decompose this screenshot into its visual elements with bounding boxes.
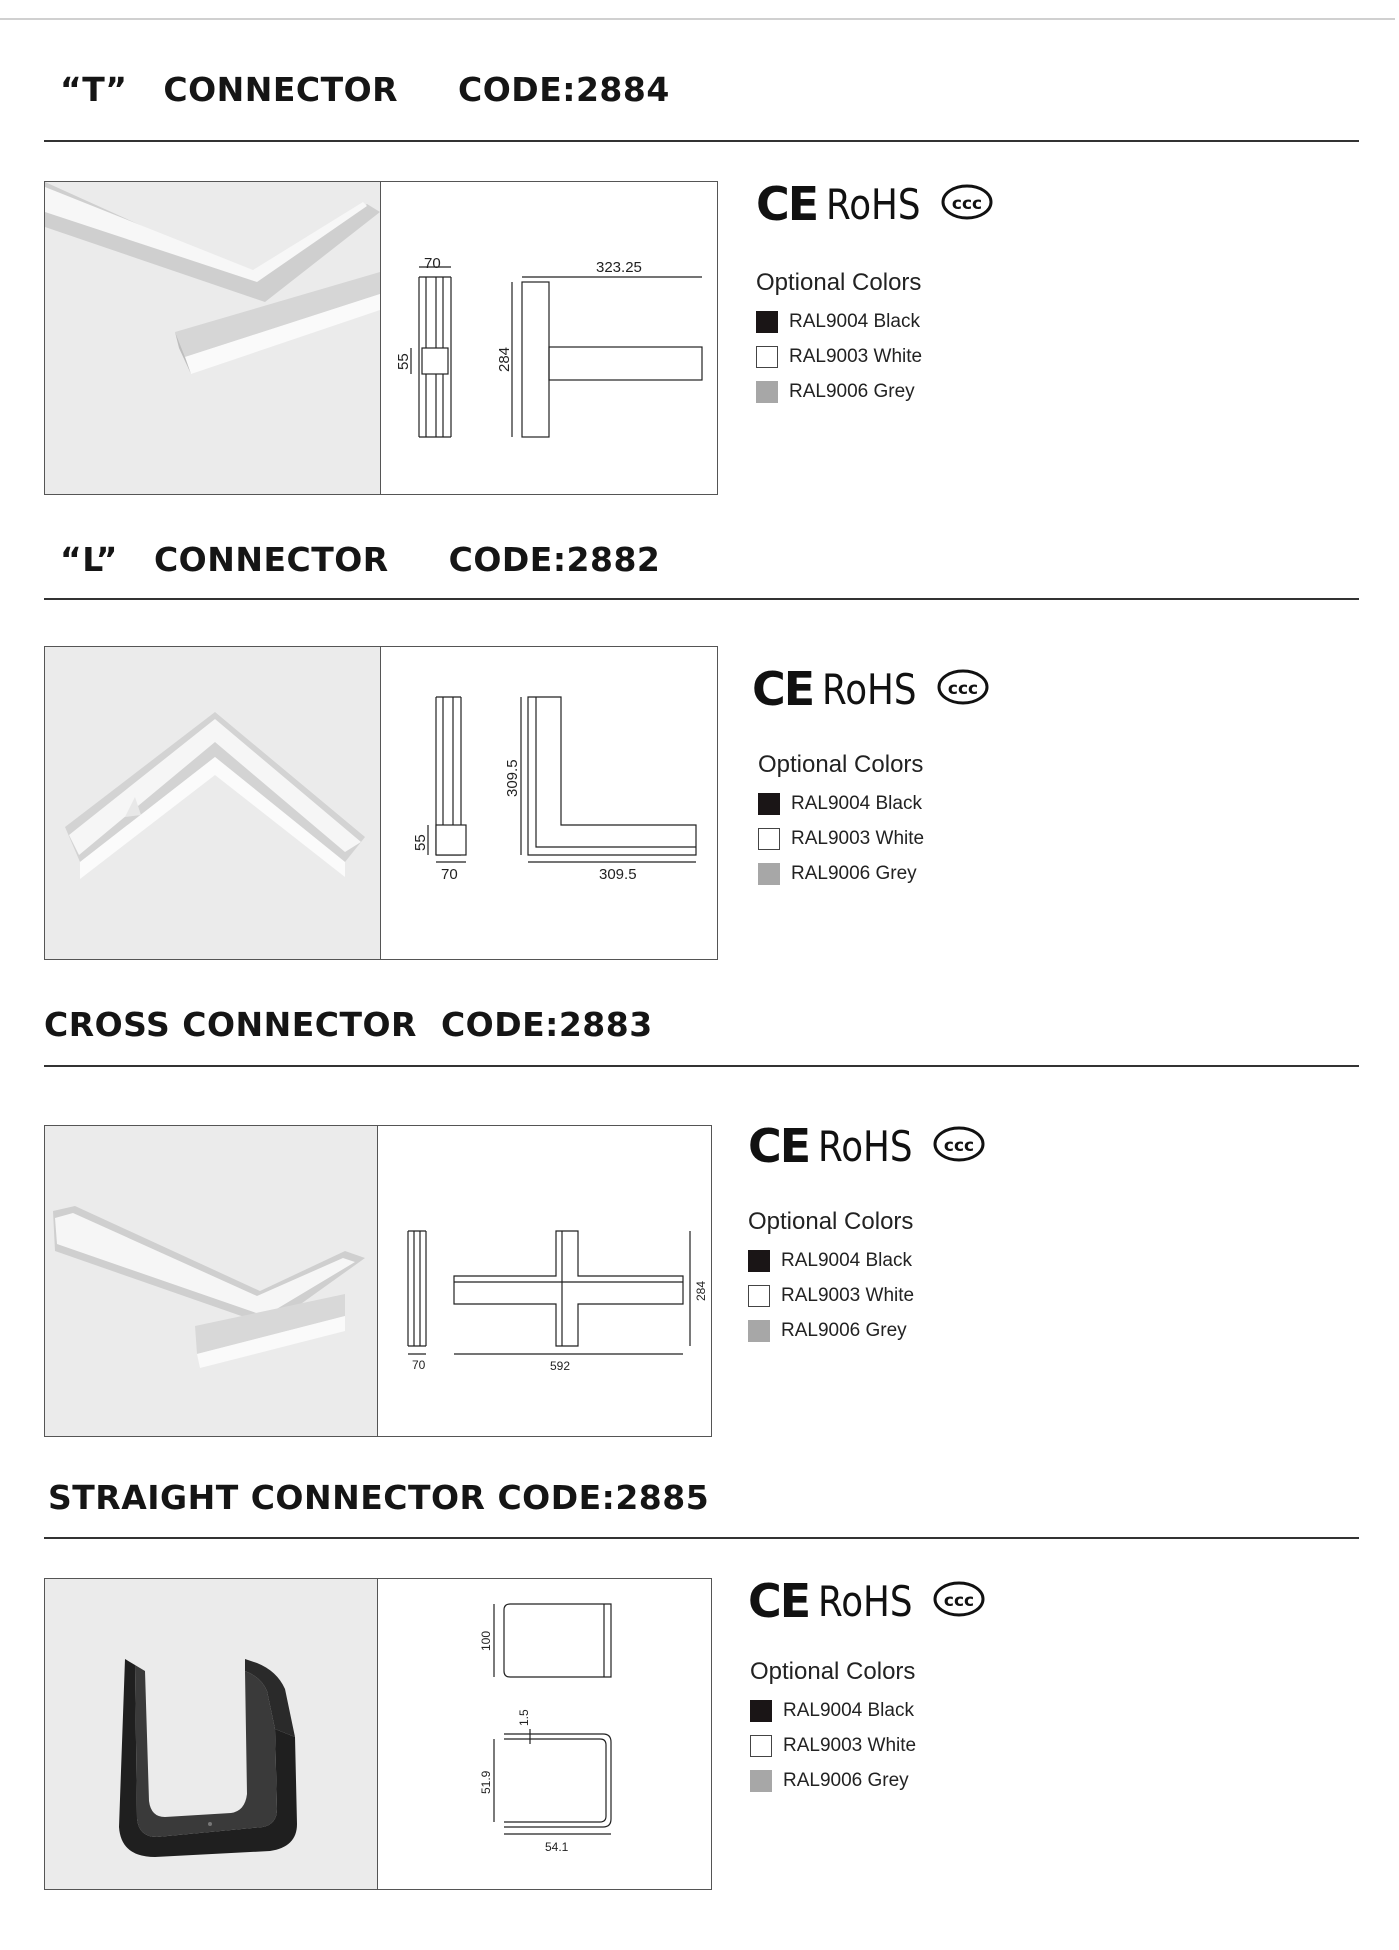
colors-title: Optional Colors — [756, 269, 922, 296]
color-option — [748, 1313, 914, 1348]
t-connector-drawing — [381, 182, 717, 494]
cross-connector-photo-illustration — [45, 1126, 377, 1436]
color-swatch — [758, 863, 780, 885]
color-label: RAL9003 White — [789, 345, 923, 367]
optional-colors — [756, 268, 922, 409]
ce-mark: CE — [748, 1574, 810, 1628]
color-label: RAL9006 Grey — [791, 862, 917, 884]
certification-marks — [752, 663, 1012, 723]
svg-text:ccc: ccc — [943, 1591, 975, 1611]
dim-label: 592 — [550, 1359, 571, 1373]
colors-title: Optional Colors — [750, 1658, 916, 1685]
optional-colors — [748, 1207, 914, 1348]
color-swatch — [758, 793, 780, 815]
dim-label: 1.5 — [517, 1709, 531, 1726]
product-photo — [45, 647, 381, 959]
section-title: CROSS CONNECTOR CODE:2883 — [44, 1005, 653, 1044]
ccc-mark-icon — [941, 184, 993, 220]
product-photo — [45, 182, 381, 494]
dim-label: 54.1 — [545, 1840, 569, 1854]
color-swatch — [756, 381, 778, 403]
color-swatch — [750, 1735, 772, 1757]
section-title: “T” CONNECTOR CODE:2884 — [60, 70, 670, 109]
technical-drawing — [381, 182, 717, 494]
rohs-mark: RoHS — [818, 1122, 913, 1171]
product-panel — [44, 181, 718, 495]
ccc-mark-icon — [933, 1126, 985, 1162]
color-option — [756, 339, 922, 374]
section-rule — [44, 1065, 1359, 1067]
rohs-mark: RoHS — [822, 665, 917, 714]
color-label: RAL9004 Black — [783, 1699, 914, 1721]
color-option — [750, 1728, 916, 1763]
dim-label: 70 — [441, 866, 458, 883]
dim-label: 284 — [496, 346, 513, 372]
dim-label: 309.5 — [504, 759, 521, 797]
ce-mark: CE — [752, 662, 814, 716]
product-photo — [45, 1579, 378, 1889]
cross-connector-drawing — [378, 1126, 711, 1436]
ce-mark: CE — [748, 1119, 810, 1173]
section-rule — [44, 598, 1359, 600]
dim-label: 51.9 — [479, 1770, 493, 1794]
certification-marks — [756, 178, 1016, 238]
ce-mark: CE — [756, 177, 818, 231]
color-option — [748, 1243, 914, 1278]
colors-title: Optional Colors — [758, 751, 924, 778]
color-swatch — [748, 1250, 770, 1272]
color-swatch — [758, 828, 780, 850]
color-option — [750, 1763, 916, 1798]
straight-connector-photo-illustration — [45, 1579, 377, 1889]
color-label: RAL9004 Black — [781, 1249, 912, 1271]
l-connector-photo-illustration — [45, 647, 380, 959]
certification-marks — [748, 1120, 1008, 1180]
color-label: RAL9006 Grey — [781, 1319, 907, 1341]
technical-drawing — [378, 1579, 711, 1889]
section-title: STRAIGHT CONNECTOR CODE:2885 — [48, 1478, 710, 1517]
ccc-mark-icon — [937, 669, 989, 705]
dim-label: 70 — [412, 1358, 426, 1372]
dim-label: 100 — [479, 1630, 493, 1651]
color-label: RAL9003 White — [783, 1734, 917, 1756]
l-connector-drawing — [381, 647, 717, 959]
color-swatch — [748, 1285, 770, 1307]
svg-text:ccc: ccc — [947, 679, 979, 699]
product-panel — [44, 1578, 712, 1890]
certification-marks — [748, 1575, 1008, 1635]
product-photo — [45, 1126, 378, 1436]
color-label: RAL9004 Black — [791, 792, 922, 814]
color-option — [750, 1693, 916, 1728]
dim-label: 323.25 — [596, 259, 642, 276]
technical-drawing — [381, 647, 717, 959]
top-divider — [0, 18, 1395, 20]
optional-colors — [750, 1657, 916, 1798]
colors-title: Optional Colors — [748, 1208, 914, 1235]
color-label: RAL9006 Grey — [783, 1769, 909, 1791]
color-label: RAL9003 White — [781, 1284, 915, 1306]
dim-label: 55 — [412, 834, 429, 851]
optional-colors — [758, 750, 924, 891]
color-option — [748, 1278, 914, 1313]
ccc-mark-icon — [933, 1581, 985, 1617]
svg-text:ccc: ccc — [943, 1136, 975, 1156]
color-label: RAL9004 Black — [789, 310, 920, 332]
color-option — [758, 856, 924, 891]
color-swatch — [748, 1320, 770, 1342]
color-label: RAL9006 Grey — [789, 380, 915, 402]
rohs-mark: RoHS — [818, 1577, 913, 1626]
color-swatch — [756, 346, 778, 368]
straight-connector-drawing — [378, 1579, 711, 1889]
dim-label: 284 — [694, 1280, 708, 1301]
color-swatch — [750, 1700, 772, 1722]
rohs-mark: RoHS — [826, 180, 921, 229]
color-option — [756, 304, 922, 339]
t-connector-photo-illustration — [45, 182, 380, 494]
color-option — [758, 821, 924, 856]
color-swatch — [750, 1770, 772, 1792]
dim-label: 309.5 — [599, 866, 637, 883]
technical-drawing — [378, 1126, 711, 1436]
svg-text:ccc: ccc — [951, 194, 983, 214]
section-rule — [44, 1537, 1359, 1539]
product-panel — [44, 1125, 712, 1437]
section-rule — [44, 140, 1359, 142]
color-swatch — [756, 311, 778, 333]
color-label: RAL9003 White — [791, 827, 925, 849]
color-option — [758, 786, 924, 821]
dim-label: 70 — [424, 255, 441, 272]
dim-label: 55 — [395, 353, 412, 370]
section-title: “L” CONNECTOR CODE:2882 — [60, 540, 661, 579]
product-panel — [44, 646, 718, 960]
color-option — [756, 374, 922, 409]
